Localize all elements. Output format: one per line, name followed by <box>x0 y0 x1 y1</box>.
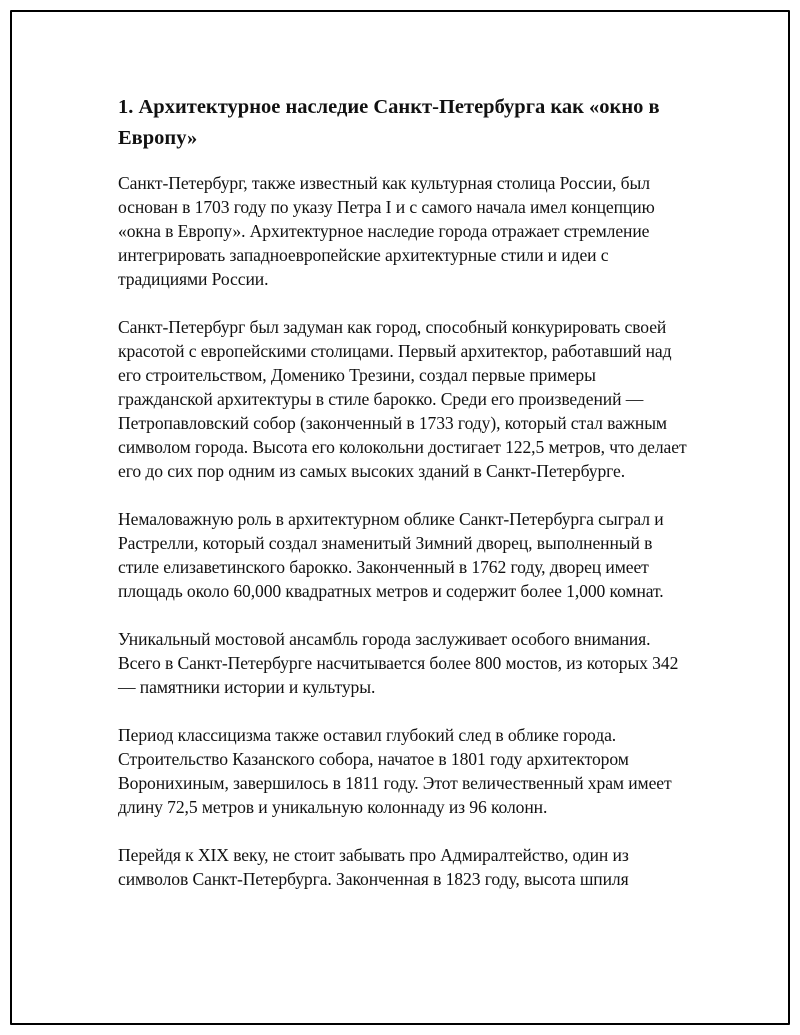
paragraph-founding: Санкт-Петербург, также известный как культурная столица России, был основан в 1703 году по указу Петра I и с самого начала имел концепцию «окна в Европу». Архитектурное наследие города отражает стремление интегрировать западноевропейские архитектурные стили и идеи с традициями России. <box>118 173 655 289</box>
paragraph-bridges: Уникальный мостовой ансамбль города заслуживает особого внимания. Всего в Санкт-Петербурге насчитывается более 800 мостов, из которых 342 — памятники истории и культуры. <box>118 629 679 697</box>
document-body <box>118 92 693 915</box>
paragraph-admiralty: Перейдя к XIX веку, не стоит забывать про Адмиралтейство, один из символов Санкт-Петербурга. Законченная в 1823 году, высота шпиля <box>118 845 629 889</box>
section-heading: 1. Архитектурное наследие Санкт-Петербурга как «окно в Европу» <box>118 96 660 149</box>
paragraph-trezzini: Санкт-Петербург был задуман как город, способный конкурировать своей красотой с европейскими столицами. Первый архитектор, работавший над его строительством, Доменико Трезини, создал первые примеры гражданской архитектуры в стиле барокко. Среди его произведений — Петропавловский собор (законченный в 1733 году), который стал важным символом города. Высота его колокольни достигает 122,5 метров, что делает его до сих пор одним из самых высоких зданий в Санкт-Петербурге. <box>118 317 687 481</box>
paragraph-classicism: Период классицизма также оставил глубокий след в облике города. Строительство Казанского собора, начатое в 1801 году архитектором Воронихиным, завершилось в 1811 году. Этот величественный храм имеет длину 72,5 метров и уникальную колоннаду из 96 колонн. <box>118 725 672 817</box>
paragraph-rastrelli: Немаловажную роль в архитектурном облике Санкт-Петербурга сыграл и Растрелли, который создал знаменитый Зимний дворец, выполненный в стиле елизаветинского барокко. Законченный в 1762 году, дворец имеет площадь около 60,000 квадратных метров и содержит более 1,000 комнат. <box>118 509 664 601</box>
